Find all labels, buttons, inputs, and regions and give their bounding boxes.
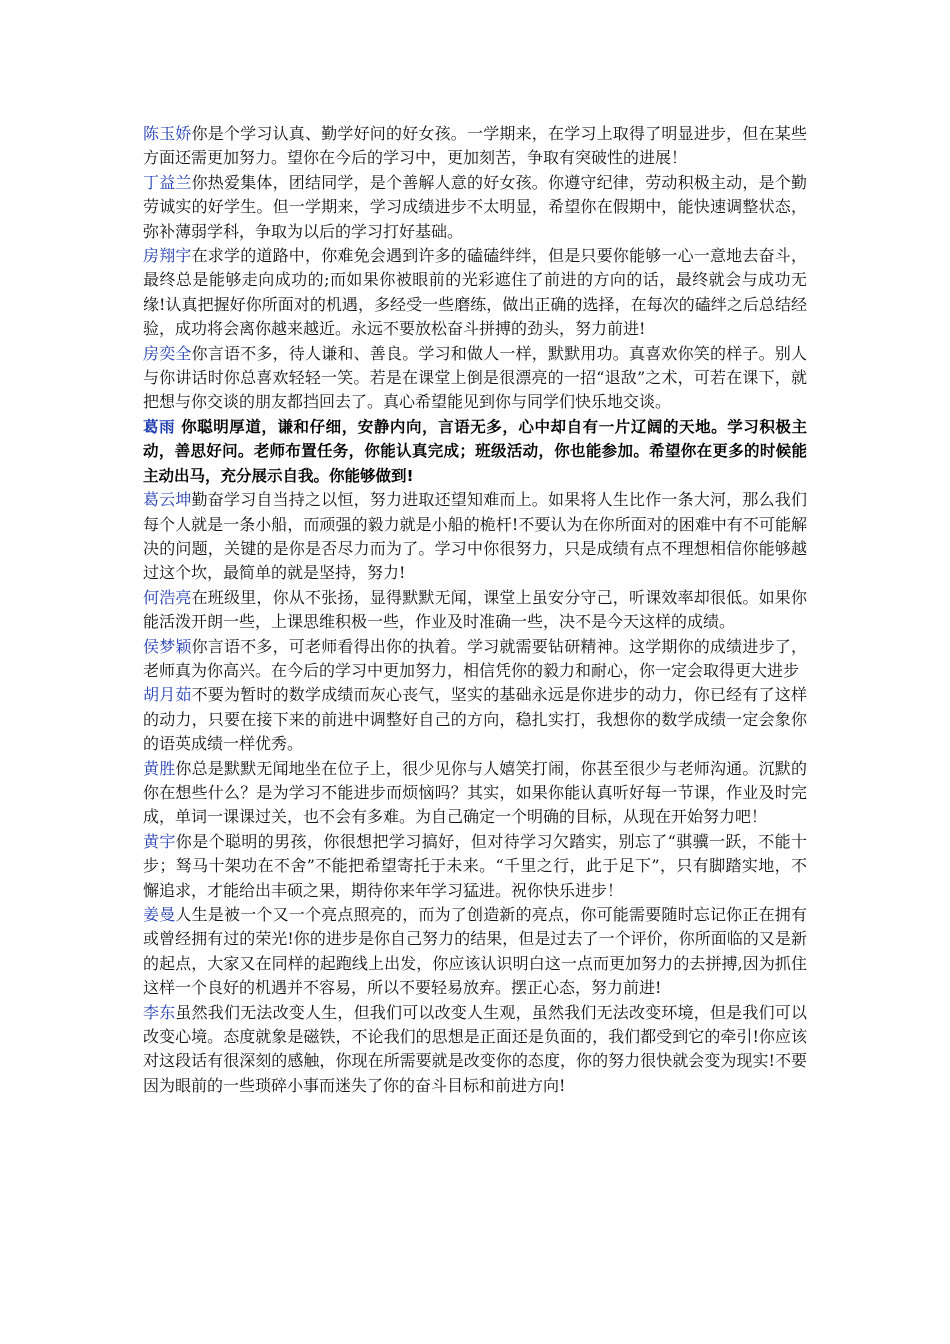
comment-entry [143,830,807,903]
comment-entry [143,122,807,171]
comment-text: 不要为暂时的数学成绩而灰心丧气，坚实的基础永远是你进步的动力，你已经有了这样的动力，只要在接下来的前进中调整好自己的方向，稳扎实打，我想你的数学成绩一定会象你的语英成绩一样优秀。 [143,685,807,754]
student-name: 李东 [143,1002,176,1022]
student-name: 葛雨 [143,417,176,436]
comment-entry [143,903,807,1001]
comment-text: 在求学的道路中，你难免会遇到许多的磕磕绊绊，但是只要你能够一心一意地去奋斗，最终总是能够走向成功的;而如果你被眼前的光彩遮住了前进的方向的话，最终就会与成功无缘!认真把握好你所面对的机遇，多经受一些磨练，做出正确的选择，在每次的磕绊之后总结经验，成功将会离你越来越近。永远不要放松奋斗拼搏的劲头，努力前进! [143,246,807,339]
student-name: 丁益兰 [143,172,192,192]
comment-entry [143,415,807,488]
comment-text: 在班级里，你从不张扬，显得默默无闻，课堂上虽安分守己，听课效率却很低。如果你能活泼开朗一些，上课思维积极一些，作业及时准确一些，决不是今天这样的成绩。 [143,587,807,632]
comment-text: 你言语不多，可老师看得出你的执着。学习就需要钻研精神。这学期你的成绩进步了，老师真为你高兴。在今后的学习中更加努力，相信凭你的毅力和耐心，你一定会取得更大进步 [143,636,807,680]
student-name: 房奕全 [143,343,192,363]
student-name: 何浩亮 [143,587,192,607]
student-name: 房翔宇 [143,246,192,266]
comment-entry [143,244,807,342]
comment-entry [143,1001,807,1099]
comment-text: 虽然我们无法改变人生，但我们可以改变人生观，虽然我们无法改变环境，但是我们可以改变心境。态度就象是磁铁，不论我们的思想是正面还是负面的，我们都受到它的牵引!你应该对这段话有很深刻的感触，你现在所需要就是改变你的态度，你的努力很快就会变为现实!不要因为眼前的一些琐碎小事而迷失了你的奋斗目标和前进方向! [143,1002,807,1095]
comment-entry [143,342,807,415]
comment-entry [143,171,807,244]
comment-text: 勤奋学习自当持之以恒，努力进取还望知难而上。如果将人生比作一条大河，那么我们每个人就是一条小船，而顽强的毅力就是小船的桅杆!不要认为在你所面对的困难中有不可能解决的问题，关键的是你是否尽力而为了。学习中你很努力，只是成绩有点不理想相信你能够越过这个坎，最简单的就是坚持，努力! [143,490,807,583]
comment-entry [143,586,807,635]
comment-entry [143,757,807,830]
comment-entry [143,635,807,684]
comment-text: 你是个学习认真、勤学好问的好女孩。一学期来，在学习上取得了明显进步，但在某些方面还需更加努力。望你在今后的学习中，更加刻苦，争取有突破性的进展！ [143,124,807,168]
comment-text: 你热爱集体，团结同学，是个善解人意的好女孩。你遵守纪律，劳动积极主动，是个勤劳诚实的好学生。但一学期来，学习成绩进步不太明显，希望你在假期中，能快速调整状态，弥补薄弱学科，争取为以后的学习打好基础。 [143,172,807,241]
student-name: 黄胜 [143,758,176,778]
comment-text: 你是个聪明的男孩，你很想把学习搞好，但对待学习欠踏实，别忘了“骐骥一跃，不能十步；驽马十架功在不舍”不能把希望寄托于未来。“千里之行，此于足下”，只有脚踏实地，不懈追求，才能给出丰硕之果，期待你来年学习猛进。祝你快乐进步！ [143,831,807,900]
student-name: 姜曼 [143,905,176,924]
comment-text: 你总是默默无闻地坐在位子上，很少见你与人嬉笑打闹，你甚至很少与老师沟通。沉默的你在想些什么？是为学习不能进步而烦恼吗？其实，如果你能认真听好每一节课，作业及时完成，单词一课课过关，也不会有多难。为自己确定一个明确的目标，从现在开始努力吧！ [143,758,807,827]
student-name: 葛云坤 [143,490,192,510]
student-name: 黄宇 [143,831,176,851]
student-name: 陈玉娇 [143,124,192,143]
document-page [143,122,807,1098]
student-name: 胡月茹 [143,685,192,705]
comment-entry [143,683,807,756]
comment-text: 你言语不多，待人谦和、善良。学习和做人一样，默默用功。真喜欢你笑的样子。别人与你讲话时你总喜欢轻轻一笑。若是在课堂上倒是很漂亮的一招“退敌”之术，可若在课下，就把想与你交谈的朋友都挡回去了。真心希望能见到你与同学们快乐地交谈。 [143,343,807,412]
comment-text: 人生是被一个又一个亮点照亮的，而为了创造新的亮点，你可能需要随时忘记你正在拥有或曾经拥有过的荣光!你的进步是你自己努力的结果，但是过去了一个评价，你所面临的又是新的起点，大家又在同样的起跑线上出发，你应该认识明白这一点而更加努力的去拼搏,因为抓住这样一个良好的机遇并不容易，所以不要轻易放弃。摆正心态，努力前进! [143,905,807,998]
comment-text: 你聪明厚道，谦和仔细，安静内向，言语无多，心中却自有一片辽阔的天地。学习积极主动，善思好问。老师布置任务，你能认真完成；班级活动，你也能参加。希望你在更多的时候能主动出马，充分展示自我。你能够做到! [143,417,807,485]
comment-entry [143,488,807,586]
student-name: 侯梦颖 [143,636,192,656]
